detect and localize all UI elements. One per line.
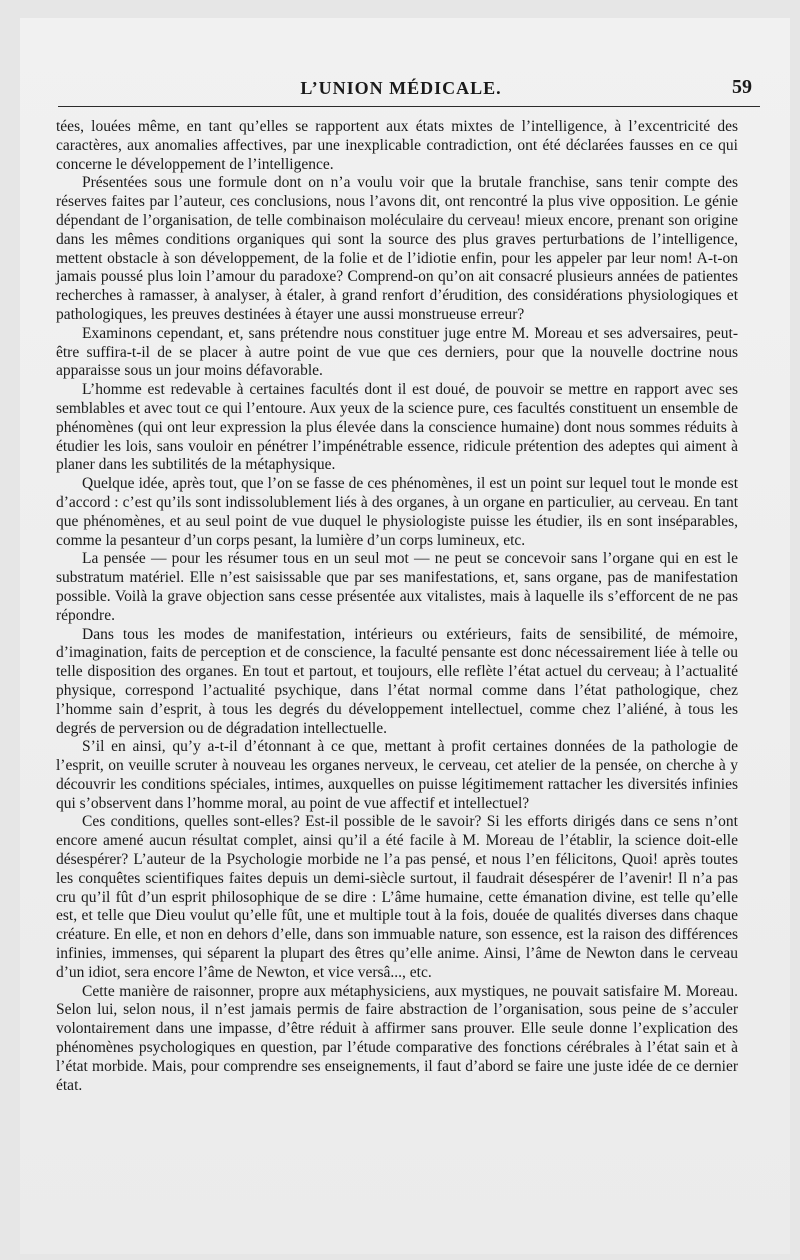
paragraph-7: Dans tous les modes de manifestation, intérieurs ou extérieurs, faits de sensibilité, de mémoire, d’imagination, faits de perception et de conscience, la faculté pensante est donc nécessairement liée à telle ou telle disposition des organes. En tout et partout, et toujours, elle reflète l’état actuel du cerveau; à l’actualité physique, correspond l’actualité psychique, dans l’état normal comme dans l’état pathologique, chez l’homme sain d’esprit, à tous les degrés du développement intellectuel, comme chez l’aliéné, à tous les degrés de perversion ou de dégradation intellectuelle. bbox=[56, 625, 738, 737]
page bbox=[20, 18, 790, 1254]
page-number: 59 bbox=[732, 76, 752, 98]
paragraph-8: S’il en ainsi, qu’y a-t-il d’étonnant à ce que, mettant à profit certaines données de la pathologie de l’esprit, on veuille scruter à nouveau les organes nerveux, le cerveau, cet atelier de la pensée, on cherche à y découvrir les conditions spéciales, intimes, auxquelles on puisse légitimement rattacher les diversités infinies qui s’observent dans l’homme moral, au point de vue affectif et intellectuel? bbox=[56, 738, 738, 812]
header-rule bbox=[58, 106, 760, 107]
journal-title: L’UNION MÉDICALE. bbox=[300, 78, 502, 98]
paragraph-5: Quelque idée, après tout, que l’on se fasse de ces phénomènes, il est un point sur lequel tout le monde est d’accord : c’est qu’ils sont indissolublement liés à des organes, à un organe en particulier, au cerveau. En tant que phénomènes, et au seul point de vue duquel le physiologiste puisse les étudier, ils en sont inséparables, comme la pesanteur d’un corps pesant, la lumière d’un corps lumineux, etc. bbox=[56, 475, 738, 549]
paragraph-4: L’homme est redevable à certaines facultés dont il est doué, de pouvoir se mettre en rapport avec ses semblables et avec tout ce qui l’entoure. Aux yeux de la science pure, ces facultés constituent un ensemble de phénomènes (qui ont leur expression la plus élevée dans la conscience humaine) dont nous sommes réduits à étudier les lois, sans vouloir en pénétrer l’impénétrable essence, ridicule prétention des adeptes qui aiment à planer dans les subtilités de la métaphysique. bbox=[56, 381, 738, 474]
paragraph-9: Ces conditions, quelles sont-elles? Est-il possible de le savoir? Si les efforts dirigés dans ce sens n’ont encore amené aucun résultat complet, ainsi qu’il a été facile à M. Moreau de l’établir, la science doit-elle désespérer? L’auteur de la Psychologie morbide ne l’a pas pensé, et nous l’en félicitons, Quoi! après toutes les conquêtes scientifiques faites depuis un demi-siècle surtout, il faudrait désespérer de l’avenir! Il n’a pas cru qu’il fût d’un esprit philosophique de se dire : L’âme humaine, cette émanation divine, est telle qu’elle est, et telle que Dieu voulut qu’elle fût, une et multiple tout à la fois, douée de qualités diverses dans chaque créature. En elle, et non en dehors d’elle, dans son immuable nature, son essence, est la raison des différences infinies, immenses, qui séparent la plupart des êtres qu’elle anime. Ainsi, l’âme de Newton dans le cerveau d’un idiot, sera encore l’âme de Newton, et vice versâ..., etc. bbox=[56, 813, 738, 981]
paragraph-1: tées, louées même, en tant qu’elles se rapportent aux états mixtes de l’intelligence, à l’excentricité des caractères, aux anomalies affectives, par une inexplicable contradiction, ont été déclarées fausses en ce qui concerne le développement de l’intelligence. bbox=[56, 118, 738, 173]
paragraph-6: La pensée — pour les résumer tous en un seul mot — ne peut se concevoir sans l’organe qui en est le substratum matériel. Elle n’est saisissable que par ses manifestations, et, sans organe, pas de manifestation possible. Voilà la grave objection sans cesse présentée aux vitalistes, mais à laquelle ils s’efforcent de ne pas répondre. bbox=[56, 550, 738, 624]
running-header bbox=[40, 70, 762, 104]
paragraph-3: Examinons cependant, et, sans prétendre nous constituer juge entre M. Moreau et ses adversaires, peut-être suffira-t-il de se placer à autre point de vue que ces derniers, pour que la nouvelle doctrine nous apparaisse sous un jour moins défavorable. bbox=[56, 324, 738, 380]
paragraph-10: Cette manière de raisonner, propre aux métaphysiciens, aux mystiques, ne pouvait satisfaire M. Moreau. Selon lui, selon nous, il n’est jamais permis de faire abstraction de l’organisation, sous peine de s’acculer volontairement dans une impasse, d’être réduit à affirmer sans prouver. Elle seule donne l’explication des phénomènes psychologiques en question, par l’étude comparative des fonctions cérébrales à l’état sain et à l’état morbide. Mais, pour comprendre ses enseignements, il faut d’abord se faire une juste idée de ce dernier état. bbox=[56, 982, 738, 1094]
paragraph-2: Présentées sous une formule dont on n’a voulu voir que la brutale franchise, sans tenir compte des réserves faites par l’auteur, ces conclusions, nous l’avons dit, ont rencontré la plus vive opposition. Le génie dépendant de l’organisation, de telle combinaison moléculaire du cerveau! mieux encore, prenant son origine dans les mêmes conditions organiques qui sont la source des plus graves perturbations de l’intelligence, mettent obstacle à son développement, de la folie et de l’idiotie enfin, pour les appeler par leur nom! A-t-on jamais poussé plus loin l’amour du paradoxe? Comprend-on qu’on ait consacré plusieurs années de patientes recherches à ramasser, à analyser, à étaler, à grand renfort d’érudition, des considérations physiologiques et pathologiques, les preuves destinées à étayer une aussi monstrueuse erreur? bbox=[56, 174, 738, 323]
article-body bbox=[56, 118, 738, 1095]
